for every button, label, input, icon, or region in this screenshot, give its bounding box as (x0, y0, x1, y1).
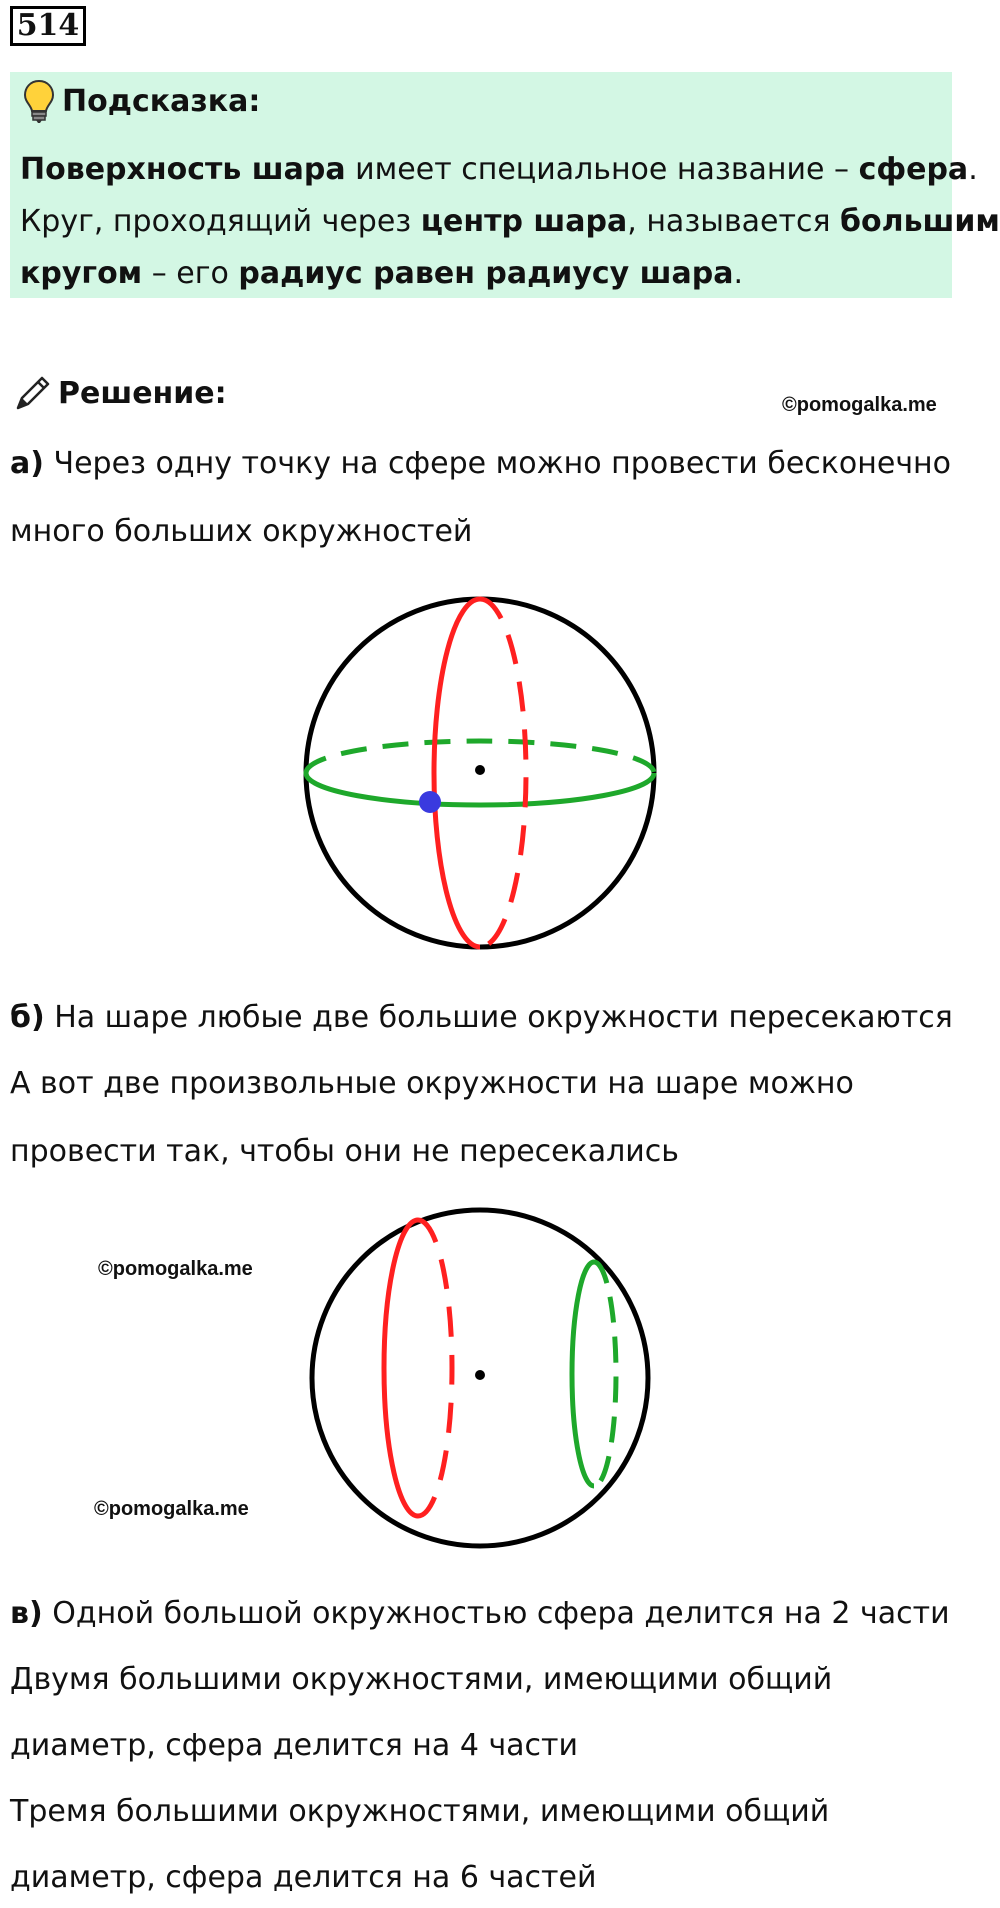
hint-text: . (733, 256, 744, 291)
watermark: ©pomogalka.me (94, 1498, 249, 1520)
hint-text: , называется (627, 204, 841, 239)
hint-text: Круг, проходящий через (20, 204, 421, 239)
hint-text: . (968, 152, 978, 187)
part-v-label: в) (10, 1596, 43, 1631)
red-circle-back (418, 1220, 452, 1516)
solution-title: Решение: (58, 376, 227, 411)
hint-text: имеет специальное название – (345, 152, 859, 187)
intersection-point (419, 791, 441, 813)
part-a-line-2: много больших окружностей (10, 514, 473, 549)
watermark: ©pomogalka.me (782, 394, 937, 416)
part-v-line-3: диаметр, сфера делится на 4 части (10, 1728, 579, 1763)
red-circle-back (480, 599, 526, 947)
hint-title: Подсказка: (62, 84, 261, 119)
hint-line-2 (20, 202, 1000, 242)
hint-bold: Поверхность шара (20, 152, 346, 187)
sphere-center (475, 1370, 485, 1380)
red-circle-front (434, 599, 480, 947)
part-b-label: б) (10, 1000, 45, 1035)
hint-bold: радиус равен радиусу шара (238, 256, 734, 291)
figure-a (290, 585, 670, 955)
part-v-line-5: диаметр, сфера делится на 6 частей (10, 1860, 597, 1895)
watermark: ©pomogalka.me (98, 1258, 253, 1280)
hint-line-1 (20, 150, 978, 190)
hint-bold: большим (840, 204, 1000, 239)
figure-b (300, 1200, 660, 1560)
part-b-line-2: А вот две произвольные окружности на шаре можно (10, 1066, 854, 1101)
part-v-line-2: Двумя большими окружностями, имеющими общий (10, 1662, 833, 1697)
part-v-line-1 (10, 1594, 950, 1634)
part-v-line-4: Тремя большими окружностями, имеющими общий (10, 1794, 830, 1829)
part-a-line-1 (10, 444, 951, 484)
part-b-text: На шаре любые две большие окружности пересекаются (44, 1000, 953, 1035)
green-circle-front (572, 1262, 594, 1486)
green-circle-back (594, 1262, 616, 1486)
hint-bold: кругом (20, 256, 143, 291)
part-b-line-1 (10, 998, 953, 1038)
part-b-line-3: провести так, чтобы они не пересекались (10, 1134, 679, 1169)
lightbulb-icon (22, 78, 56, 124)
hint-bold: сфера (858, 152, 969, 187)
hint-text: – его (142, 256, 239, 291)
hint-line-3 (20, 254, 743, 294)
part-a-text: Через одну точку на сфере можно провести бесконечно (43, 446, 952, 481)
pencil-icon (12, 372, 54, 414)
task-number: 514 (10, 6, 86, 46)
part-v-text: Одной большой окружностью сфера делится на 2 части (42, 1596, 950, 1631)
green-circle-front (306, 773, 654, 805)
sphere-center (475, 765, 485, 775)
hint-bold: центр шара (420, 204, 628, 239)
red-circle-front (384, 1220, 418, 1516)
part-a-label: а) (10, 446, 44, 481)
